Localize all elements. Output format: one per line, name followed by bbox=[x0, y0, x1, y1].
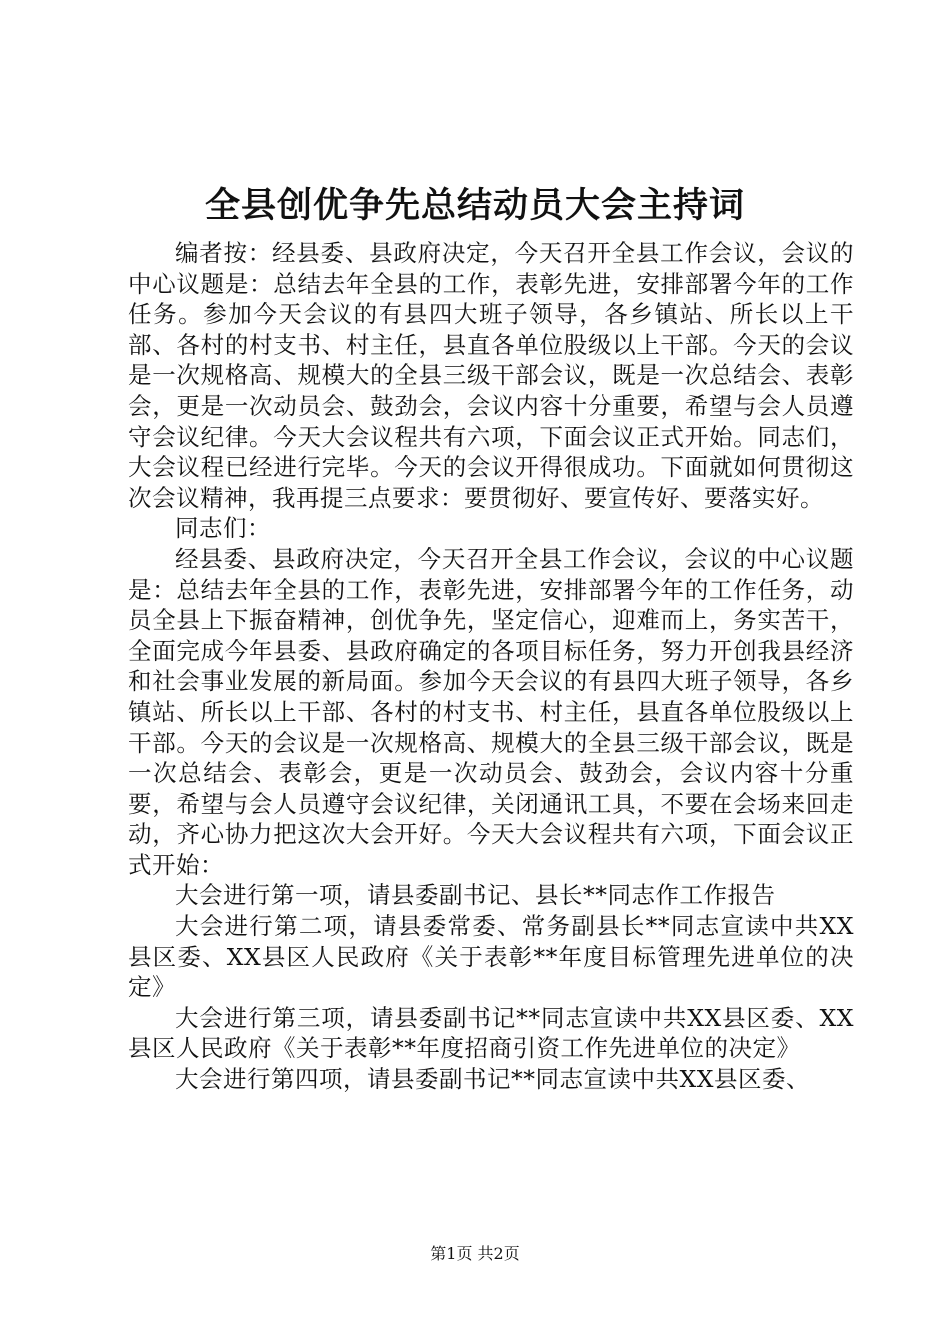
page-number-footer: 第1页 共2页 bbox=[430, 1244, 520, 1263]
opening-paragraph: 经县委、县政府决定，今天召开全县工作会议，会议的中心议题是：总结去年全县的工作，表彰先进，安排部署今年的工作任务，动员全县上下振奋精神，创优争先，坚定信心，迎难而上，务实苦干，全面完成今年县委、县政府确定的各项目标任务，努力开创我县经济和社会事业发展的新局面。参加今天会议的有县四大班子领导，各乡镇站、所长以上干部、各村的村支书、村主任，县直各单位股级以上干部。今天的会议是一次规格高、规模大的全县三级干部会议，既是一次总结会、表彰会，更是一次动员会、鼓劲会，会议内容十分重要，希望与会人员遵守会议纪律，关闭通讯工具，不要在会场来回走动，齐心协力把这次大会开好。今天大会议程共有六项，下面会议正式开始： bbox=[128, 544, 854, 879]
editor-note-paragraph: 编者按：经县委、县政府决定，今天召开全县工作会议，会议的中心议题是：总结去年全县的工作，表彰先进，安排部署今年的工作任务。参加今天会议的有县四大班子领导，各乡镇站、所长以上干部、各村的村支书、村主任，县直各单位股级以上干部。今天的会议是一次规格高、规模大的全县三级干部会议，既是一次总结会、表彰会，更是一次动员会、鼓劲会，会议内容十分重要，希望与会人员遵守会议纪律。今天大会议程共有六项，下面会议正式开始。同志们，大会议程已经进行完毕。今天的会议开得很成功。下面就如何贯彻这次会议精神，我再提三点要求：要贯彻好、要宣传好、要落实好。 bbox=[128, 239, 854, 512]
agenda-item-2: 大会进行第二项，请县委常委、常务副县长**同志宣读中共XX县区委、XX县区人民政府《关于表彰**年度目标管理先进单位的决定》 bbox=[128, 912, 854, 1002]
agenda-item-1: 大会进行第一项，请县委副书记、县长**同志作工作报告 bbox=[175, 881, 776, 910]
document-body bbox=[128, 238, 854, 1095]
salutation-paragraph: 同志们： bbox=[175, 514, 271, 543]
agenda-item-3: 大会进行第三项，请县委副书记**同志宣读中共XX县区委、XX县区人民政府《关于表彰**年度招商引资工作先进单位的决定》 bbox=[128, 1003, 854, 1063]
document-title: 全县创优争先总结动员大会主持词 bbox=[204, 185, 745, 226]
agenda-item-4: 大会进行第四项，请县委副书记**同志宣读中共XX县区委、 bbox=[175, 1065, 810, 1094]
